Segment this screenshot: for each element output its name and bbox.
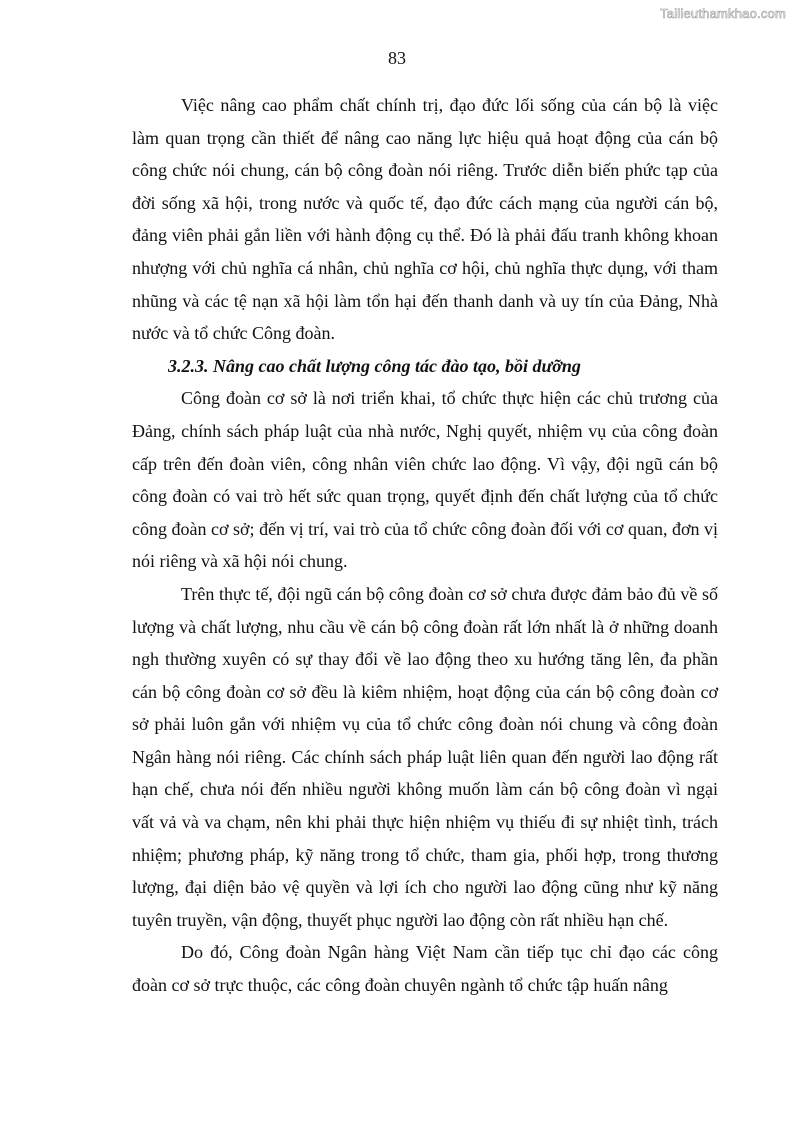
page-number: 83 [388,48,406,68]
paragraph: Việc nâng cao phẩm chất chính trị, đạo đức lối sống của cán bộ là việc làm quan trọng cần thiết để nâng cao năng lực hiệu quả hoạt động của cán bộ công chức nói chung, cán bộ công đoàn nói riêng. Trước diễn biến phức tạp của đời sống xã hội, trong nước và quốc tế, đạo đức cách mạng của người cán bộ, đảng viên phải gắn liền với hành động cụ thể. Đó là phải đấu tranh không khoan nhượng với chủ nghĩa cá nhân, chủ nghĩa cơ hội, chủ nghĩa thực dụng, với tham nhũng và các tệ nạn xã hội làm tổn hại đến thanh danh và uy tín của Đảng, Nhà nước và tổ chức Công đoàn. [132,95,718,344]
paragraph: Do đó, Công đoàn Ngân hàng Việt Nam cần tiếp tục chỉ đạo các công đoàn cơ sở trực thuộc, các công đoàn chuyên ngành tổ chức tập huấn nâng [132,942,718,996]
section-heading: 3.2.3. Nâng cao chất lượng công tác đào tạo, bồi dưỡng [168,355,581,376]
document-body [132,89,718,1002]
paragraph: Trên thực tế, đội ngũ cán bộ công đoàn cơ sở chưa được đảm bảo đủ về số lượng và chất lượng, nhu cầu về cán bộ công đoàn rất lớn nhất là ở những doanh ngh thường xuyên có sự thay đổi về lao động theo xu hướng tăng lên, đa phần cán bộ công đoàn cơ sở đều là kiêm nhiệm, hoạt động của cán bộ công đoàn cơ sở phải luôn gắn với nhiệm vụ của tổ chức công đoàn nói chung và công đoàn Ngân hàng nói riêng. Các chính sách pháp luật liên quan đến người lao động rất hạn chế, chưa nói đến nhiều người không muốn làm cán bộ công đoàn vì ngại vất vả và va chạm, nên khi phải thực hiện nhiệm vụ thiếu đi sự nhiệt tình, trách nhiệm; phương pháp, kỹ năng trong tổ chức, tham gia, phối hợp, trong thương lượng, đại diện bảo vệ quyền và lợi ích cho người lao động cũng như kỹ năng tuyên truyền, vận động, thuyết phục người lao động còn rất nhiều hạn chế. [132,583,718,930]
watermark: Tailieuthamkhao.com [660,6,786,21]
paragraph: Công đoàn cơ sở là nơi triển khai, tổ chức thực hiện các chủ trương của Đảng, chính sách pháp luật của nhà nước, Nghị quyết, nhiệm vụ của công đoàn cấp trên đến đoàn viên, công nhân viên chức lao động. Vì vậy, đội ngũ cán bộ công đoàn có vai trò hết sức quan trọng, quyết định đến chất lượng của tổ chức công đoàn cơ sở; đến vị trí, vai trò của tổ chức công đoàn đối với cơ quan, đơn vị nói riêng và xã hội nói chung. [132,388,718,572]
